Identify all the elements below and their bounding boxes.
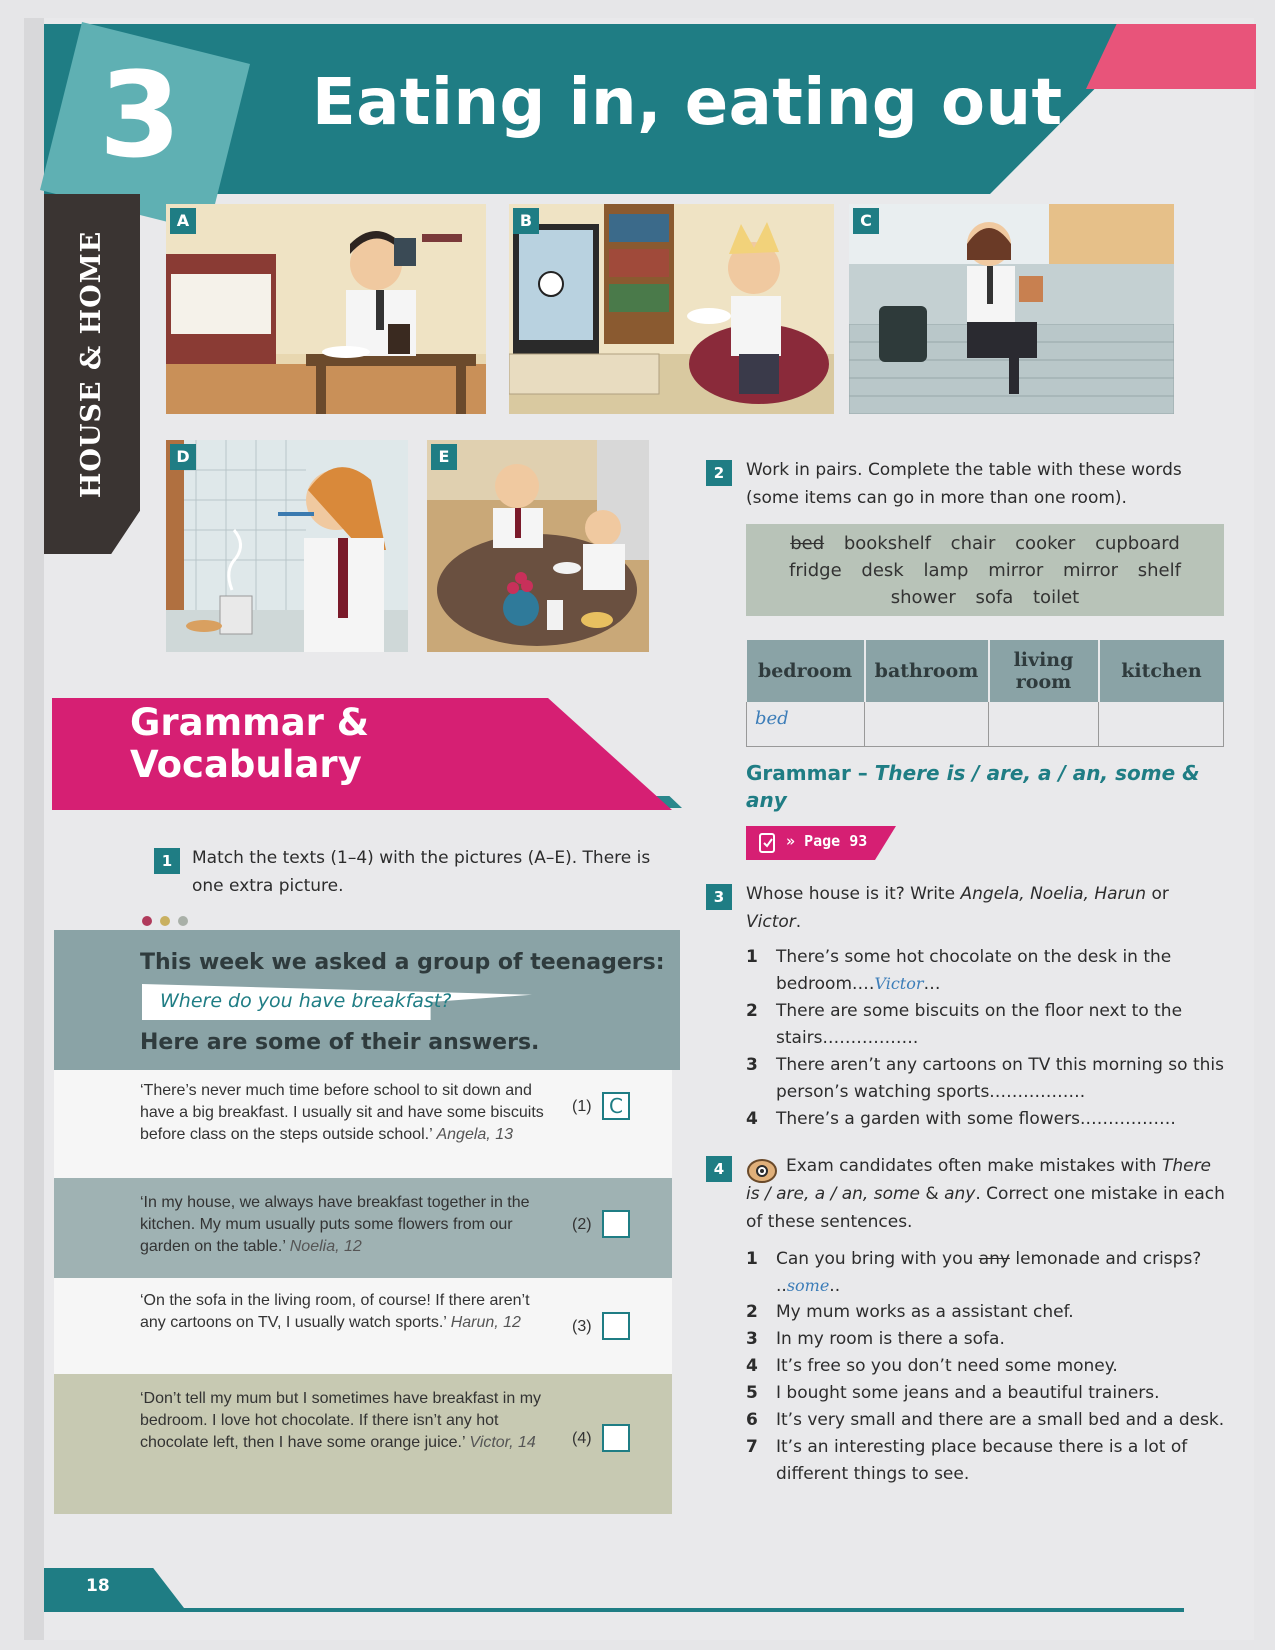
rooms-table-header [747,640,1224,702]
exercise-4-item-1-number: 1 [746,1249,758,1269]
grammar-page-number: Page 93 [804,832,868,850]
answer-2-quote: ‘In my house, we always have breakfast together in the kitchen. My mum usually puts some flowers from our garden on the table.’ [140,1194,530,1255]
double-chevron-icon: » [786,832,796,850]
exercise-3-item-2-text: There are some biscuits on the floor next to the stairs. [776,1001,1183,1048]
exercise-3-item-3-answer-line[interactable]: ……………. [994,1082,1086,1102]
exercise-3-number: 3 [706,884,732,910]
exercise-3-item-2 [746,998,1226,1052]
answer-1-text [140,1080,550,1146]
picture-a [166,204,486,414]
exercise-4-instruction-italic: There is / are, a / an, some [746,1156,1212,1204]
answer-1-box[interactable]: C [602,1092,630,1120]
answer-4-quote: ‘Don’t tell my mum but I sometimes have breakfast in my bedroom. I love hot chocolate. If there isn’t any hot chocolate left, then I have some orange juice.’ [140,1390,542,1451]
dot-2 [160,916,170,926]
word-cupboard: cupboard [1095,533,1180,554]
exercise-3-instruction-c: Victor [746,912,796,932]
exercise-4-item-3-number: 3 [746,1329,758,1349]
exercise-3-list [746,944,1226,1133]
exercise-3-item-3-number: 3 [746,1055,758,1075]
survey-subtitle: Here are some of their answers. [140,1030,540,1055]
word-fridge: fridge [789,560,842,581]
exercise-3-item-4-text: There’s a garden with some flowers. [776,1109,1086,1129]
picture-e [427,440,649,652]
header-living-room: living room [989,640,1099,702]
answer-1 [54,1070,672,1178]
exercise-4-instruction-b: & [920,1184,945,1204]
answer-1-num: (1) [572,1098,592,1115]
picture-e-illustration [427,440,649,652]
exercise-4-item-2-text: My mum works as a assistant chef. [776,1302,1074,1322]
page-number: 18 [86,1576,110,1596]
exercise-4-item-7-number: 7 [746,1437,758,1457]
exercise-1-number: 1 [154,848,180,874]
picture-a-illustration [166,204,486,414]
exercise-3-item-2-answer-line[interactable]: ……………. [827,1028,919,1048]
exercise-4-item-7 [746,1434,1226,1488]
exercise-3-item-3-text: There aren’t any cartoons on TV this morning so this person’s watching sports. [776,1055,1224,1102]
grammar-heading-italic: There is / are, a / an, some & any [746,761,1200,812]
exercise-4-item-3 [746,1326,1226,1353]
word-cooker: cooker [1015,533,1076,554]
grammar-page-reference-text [786,832,867,850]
dot-3 [178,916,188,926]
exercise-2-instruction: Work in pairs. Complete the table with these words (some items can go in more than one room). [746,460,1182,508]
answer-4 [54,1374,672,1514]
word-mirror: mirror [1062,560,1119,581]
exercise-3-instruction-d: . [795,912,802,932]
picture-c-illustration [849,204,1174,414]
exercise-3-item-2-number: 2 [746,1001,758,1021]
page-spine [24,18,44,1640]
word-bank-words [746,530,1224,611]
word-shower: shower [890,587,956,608]
word-row-3 [746,584,1224,611]
answer-3 [54,1278,672,1374]
picture-c-label: C [853,208,879,234]
exercise-4-item-5 [746,1380,1226,1407]
exercise-4-instruction-a: Exam candidates often make mistakes with [786,1156,1162,1176]
exercise-4-item-1-text-b: lemonade and crisps? [1009,1249,1202,1269]
word-shelf: shelf [1137,560,1181,581]
answer-2-text [140,1192,550,1258]
exercise-4-item-2-number: 2 [746,1302,758,1322]
cell-bedroom[interactable]: bed [747,702,865,746]
exercise-2-number: 2 [706,460,732,486]
grammar-heading [746,760,1216,814]
exercise-4-item-1-answer-line[interactable]: ..some.. [776,1276,841,1296]
exercise-3-instruction-b: or [1146,884,1169,904]
exercise-4-instruction [746,1152,1226,1236]
dot-1 [142,916,152,926]
cell-living-room[interactable] [989,702,1099,746]
picture-e-label: E [431,444,457,470]
exercise-3-item-1-dots: … [857,974,875,994]
unit-number: 3 [98,46,182,184]
exercise-4-item-1-struck-word: any [978,1249,1010,1269]
exercise-4-item-2 [746,1299,1226,1326]
answer-2-box[interactable] [602,1210,630,1238]
grammar-vocabulary-line1: Grammar & [130,701,370,744]
word-bookshelf: bookshelf [843,533,931,554]
survey-question: Where do you have breakfast? [160,990,452,1012]
answer-1-quote: ‘There’s never much time before school to sit down and have a big breakfast. I usually sit and have some biscuits before class on the steps outside school.’ [140,1082,544,1143]
grammar-vocabulary-line2: Vocabulary [130,743,362,786]
answer-3-num: (3) [572,1318,592,1335]
survey-title: This week we asked a group of teenagers: [140,950,665,975]
answer-2-num: (2) [572,1216,592,1233]
word-chair: chair [950,533,996,554]
picture-a-label: A [170,208,196,234]
exercise-4-item-4-number: 4 [746,1356,758,1376]
exercise-4-number: 4 [706,1156,732,1182]
exercise-1-instruction: Match the texts (1–4) with the pictures (A–E). There is one extra picture. [192,848,651,896]
answer-1-author: Angela, 13 [436,1126,513,1143]
word-row-1 [746,530,1224,557]
word-sofa: sofa [975,587,1014,608]
exercise-3-item-4 [746,1106,1226,1133]
answer-4-text [140,1388,550,1454]
decorative-dots [142,916,188,926]
cell-kitchen[interactable] [1099,702,1224,746]
section-side-tab-label-wrap [42,194,142,534]
exercise-3-item-1-dots-after: … [923,974,941,994]
exercise-4-item-5-text: I bought some jeans and a beautiful trainers. [776,1383,1160,1403]
unit-title: Eating in, eating out [312,66,1063,140]
book-reference-icon [758,832,778,854]
answer-3-author: Harun, 12 [450,1314,521,1331]
answer-3-text [140,1290,550,1334]
grammar-vocabulary-title [130,702,369,786]
exercise-4-item-6-text: It’s very small and there are a small bed and a desk. [776,1410,1225,1430]
header-kitchen: kitchen [1099,640,1224,702]
exercise-4-item-4-text: It’s free so you don’t need some money. [776,1356,1118,1376]
header-bedroom: bedroom [747,640,865,702]
answer-4-num: (4) [572,1430,592,1447]
exercise-3-instruction-a: Whose house is it? Write [746,884,961,904]
picture-d-illustration [166,440,408,652]
rooms-table-row [747,702,1224,746]
exercise-4-instruction-italic2: any [944,1184,976,1204]
exercise-3-item-1 [746,944,1226,998]
picture-b-illustration [509,204,834,414]
answer-3-quote: ‘On the sofa in the living room, of course! If there aren’t any cartoons on TV, I usually watch sports.’ [140,1292,530,1331]
exercise-4-item-3-text: In my room is there a sofa. [776,1329,1005,1349]
picture-c [849,204,1174,414]
answer-4-author: Victor, 14 [469,1434,536,1451]
exercise-4-item-5-number: 5 [746,1383,758,1403]
word-lamp: lamp [923,560,969,581]
word-row-2 [746,557,1224,584]
exercise-4-item-4 [746,1353,1226,1380]
exercise-3-item-1-number: 1 [746,947,758,967]
header-bathroom: bathroom [865,640,989,702]
exercise-4-item-6-number: 6 [746,1410,758,1430]
picture-d-label: D [170,444,196,470]
rooms-table [746,640,1224,747]
exercise-3-item-1-text: There’s some hot chocolate on the desk in the bedroom. [776,947,1172,994]
exercise-4-instruction-c: . Correct one mistake in each of these sentences. [746,1184,1225,1232]
word-mirror: mirror [988,560,1044,581]
picture-d [166,440,408,652]
exercise-4-item-7-text: It’s an interesting place because there is a lot of different things to see. [776,1437,1188,1484]
word-desk: desk [861,560,904,581]
picture-b-label: B [513,208,539,234]
exercise-3-instruction [746,880,1226,936]
section-side-tab-label: HOUSE & HOME [76,230,108,498]
word-bed: bed [790,533,825,554]
exercise-4-item-1-answer[interactable]: some [786,1276,830,1295]
answer-2 [54,1178,672,1278]
word-toilet: toilet [1033,587,1080,608]
exercise-3-item-4-number: 4 [746,1109,758,1129]
answer-3-box[interactable] [602,1312,630,1340]
answer-2-author: Noelia, 12 [289,1238,362,1255]
exercise-4-item-6 [746,1407,1226,1434]
exercise-4-item-1 [746,1246,1226,1299]
picture-b [509,204,834,414]
exercise-3-item-4-answer-line[interactable]: ……………. [1085,1109,1176,1129]
exercise-3-item-3 [746,1052,1226,1106]
footer-rule [44,1608,1184,1612]
exercise-3-item-1-answer[interactable]: Victor [874,974,924,993]
exercise-4-list [746,1246,1226,1488]
exercise-3-instruction-names: Angela, Noelia, Harun [960,884,1147,904]
exercise-4-item-1-text-a: Can you bring with you [776,1249,979,1269]
grammar-heading-plain: Grammar – [746,761,875,785]
answer-4-box[interactable] [602,1424,630,1452]
cell-bathroom[interactable] [865,702,989,746]
